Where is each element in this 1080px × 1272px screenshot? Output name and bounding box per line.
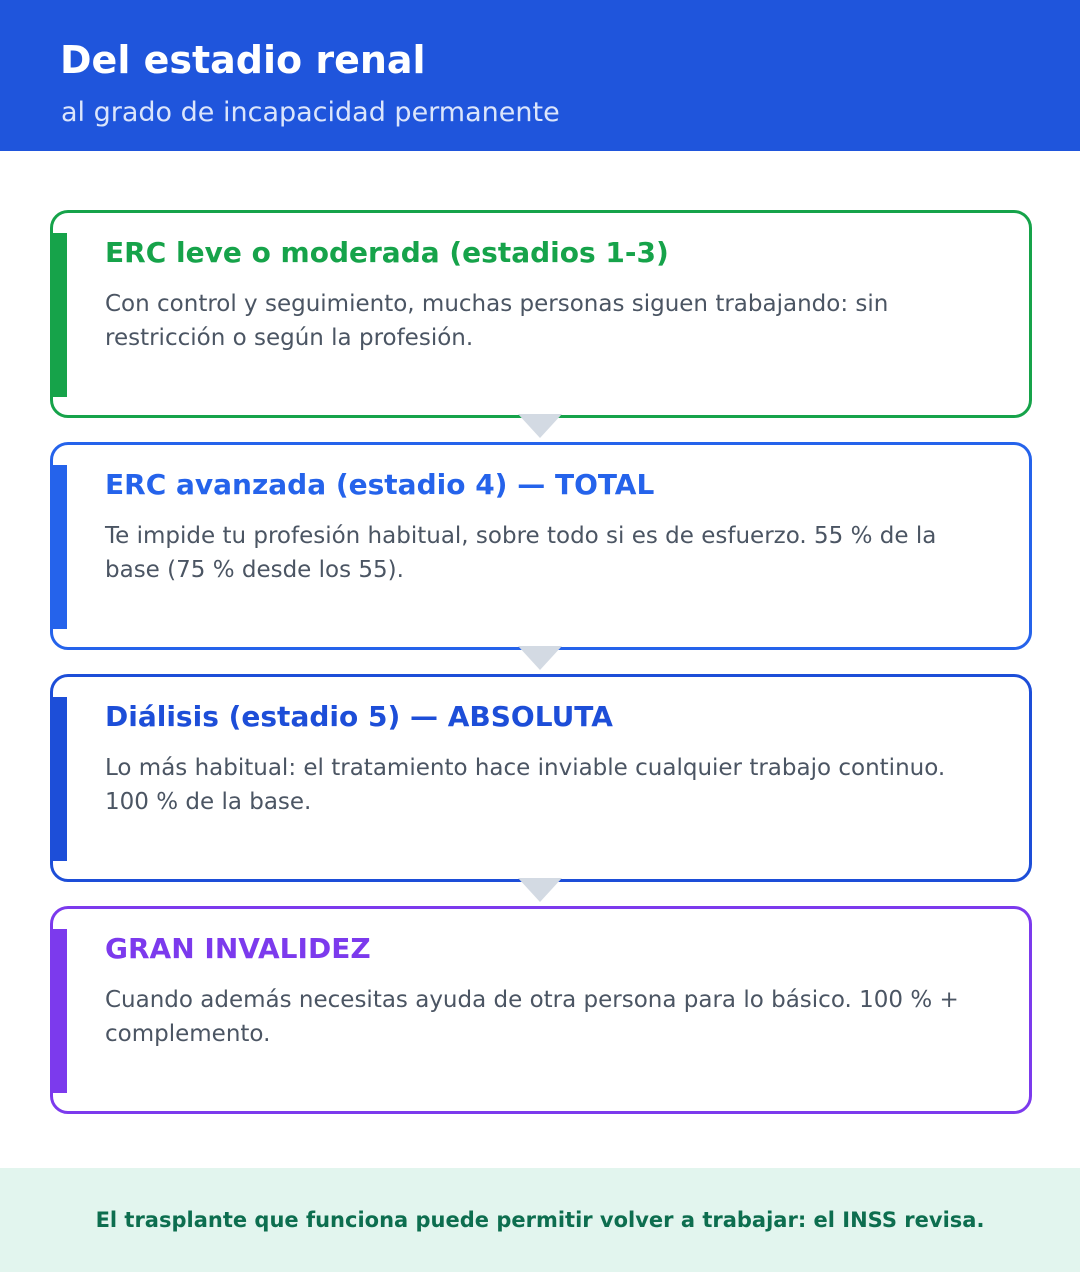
stage-title: GRAN INVALIDEZ bbox=[105, 932, 371, 965]
stage-card-mild bbox=[50, 210, 1032, 418]
stage-accent-bar bbox=[53, 233, 67, 397]
stage-title: ERC leve o moderada (estadios 1-3) bbox=[105, 236, 669, 269]
stage-accent-bar bbox=[53, 465, 67, 629]
down-arrow-icon bbox=[518, 878, 562, 902]
stage-card-dialysis bbox=[50, 674, 1032, 882]
page-title: Del estadio renal bbox=[60, 38, 426, 82]
stage-card-great-invalidity bbox=[50, 906, 1032, 1114]
stage-card-advanced bbox=[50, 442, 1032, 650]
stage-description: Cuando además necesitas ayuda de otra persona para lo básico. 100 % + complemento. bbox=[105, 987, 959, 1047]
stage-description: Te impide tu profesión habitual, sobre todo si es de esfuerzo. 55 % de la base (75 % desde los 55). bbox=[105, 523, 937, 583]
down-arrow-icon bbox=[518, 414, 562, 438]
stage-description: Lo más habitual: el tratamiento hace inviable cualquier trabajo continuo. 100 % de la base. bbox=[105, 755, 946, 815]
down-arrow-icon bbox=[518, 646, 562, 670]
header-banner bbox=[0, 0, 1080, 151]
stage-accent-bar bbox=[53, 929, 67, 1093]
footer-text: El trasplante que funciona puede permitir volver a trabajar: el INSS revisa. bbox=[95, 1208, 985, 1232]
page-subtitle: al grado de incapacidad permanente bbox=[61, 97, 560, 128]
stage-accent-bar bbox=[53, 697, 67, 861]
stage-description: Con control y seguimiento, muchas personas siguen trabajando: sin restricción o según la profesión. bbox=[105, 291, 889, 351]
stage-title: Diálisis (estadio 5) — ABSOLUTA bbox=[105, 700, 613, 733]
stage-title: ERC avanzada (estadio 4) — TOTAL bbox=[105, 468, 655, 501]
footer-note bbox=[0, 1168, 1080, 1272]
